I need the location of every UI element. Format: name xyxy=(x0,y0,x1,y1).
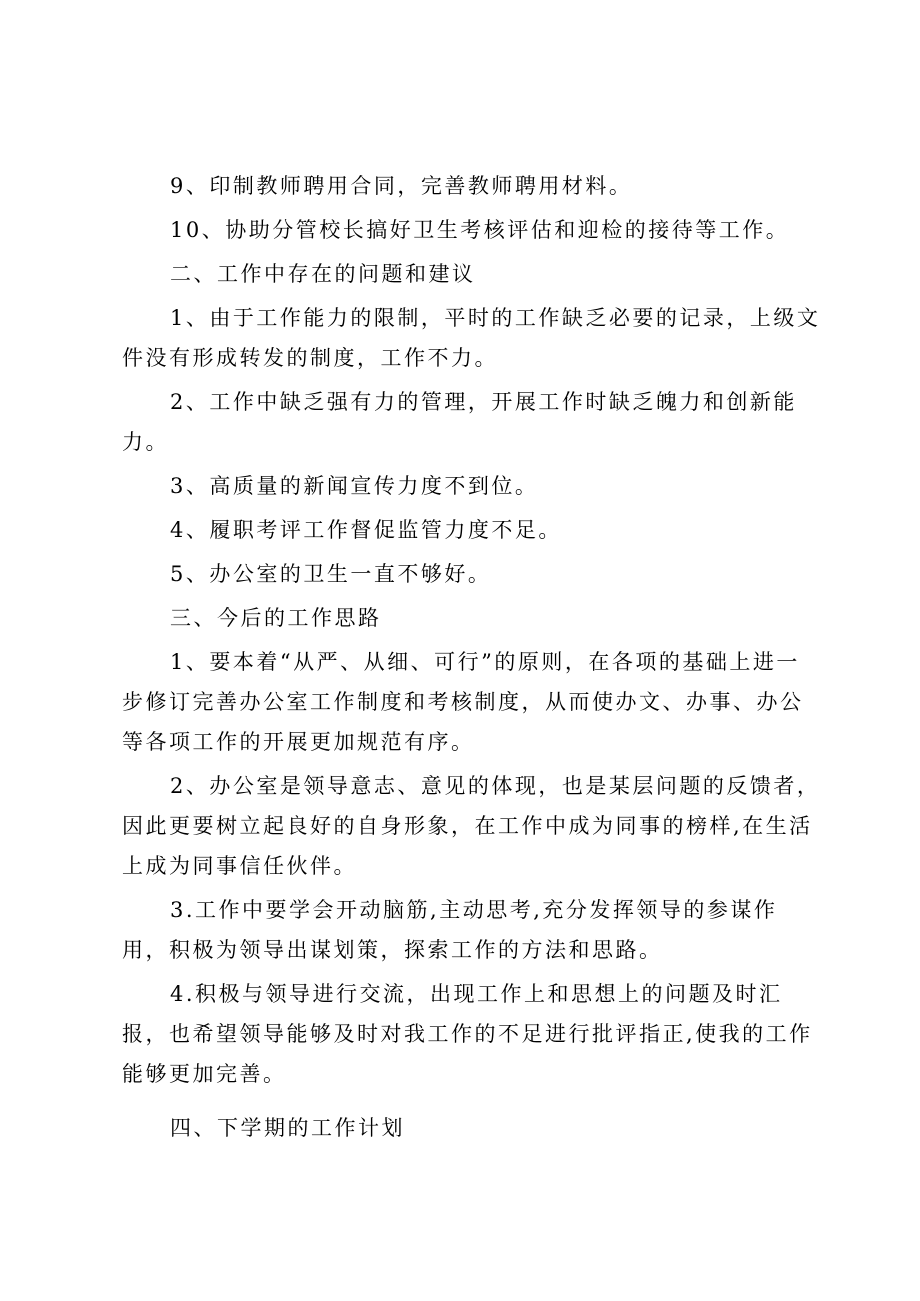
list-item: 10、协助分管校长搞好卫生考核评估和迎检的接待等工作。 xyxy=(170,218,790,242)
list-item: 4、履职考评工作督促监管力度不足。 xyxy=(170,518,562,542)
list-item: 3、高质量的新闻宣传力度不到位。 xyxy=(170,474,539,498)
list-item: 9、印制教师聘用合同，完善教师聘用材料。 xyxy=(170,174,633,198)
section-heading: 三、今后的工作思路 xyxy=(170,606,382,630)
section-heading: 二、工作中存在的问题和建议 xyxy=(170,262,476,286)
list-item: 5、办公室的卫生一直不够好。 xyxy=(170,562,492,586)
list-item: 1、要本着“从严、从细、可行”的原则，在各项的基础上进一步修订完善办公室工作制度和考核制度，从而使办文、办事、办公等各项工作的开展更加规范有序。 xyxy=(122,650,804,754)
document-body xyxy=(122,166,822,1152)
list-item: 4.积极与领导进行交流，出现工作上和思想上的问题及时汇报，也希望领导能够及时对我工作的不足进行批评指正,使我的工作能够更加完善。 xyxy=(122,982,813,1086)
list-item: 2、办公室是领导意志、意见的体现，也是某层问题的反馈者，因此更要树立起良好的自身形象，在工作中成为同事的榜样,在生活上成为同事信任伙伴。 xyxy=(122,774,821,878)
list-item: 1、由于工作能力的限制，平时的工作缺乏必要的记录，上级文件没有形成转发的制度，工作不力。 xyxy=(122,306,821,370)
section-heading: 四、下学期的工作计划 xyxy=(170,1116,405,1140)
list-item: 2、工作中缺乏强有力的管理，开展工作时缺乏魄力和创新能力。 xyxy=(122,390,797,454)
list-item: 3.工作中要学会开动脑筋,主动思考,充分发挥领导的参谋作用，积极为领导出谋划策，探索工作的方法和思路。 xyxy=(122,898,778,962)
